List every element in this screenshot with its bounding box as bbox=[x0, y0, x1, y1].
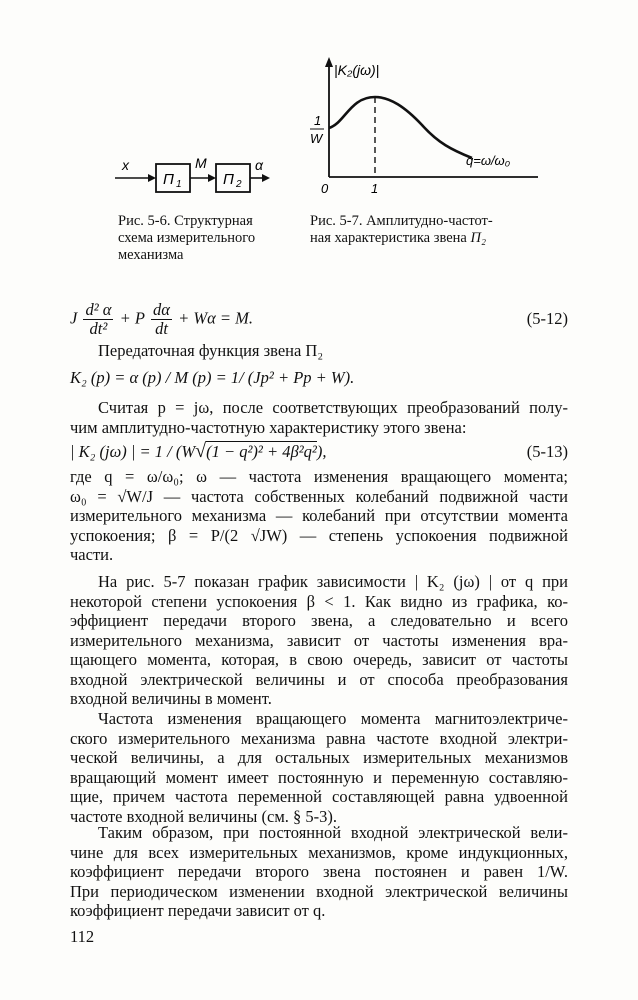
text-line: чине для всех измерительных механизмов, кроме индукционных, bbox=[70, 842, 568, 862]
text-line: входной величины в момент. bbox=[70, 689, 272, 708]
y-axis-label: |K₂(jω)| bbox=[334, 62, 380, 78]
text-line: щающего момента, которая, в свою очередь, зависит от частоты bbox=[70, 650, 568, 669]
text-line: некоторой степени успокоения β < 1. Как видно из графика, ко- bbox=[70, 591, 568, 611]
text-line: ского измерительного механизма равна частоте входной электри- bbox=[70, 728, 568, 748]
text-line: ческой величины, а для остальных измерительных механизмов bbox=[70, 748, 568, 767]
x-tick-one: 1 bbox=[371, 181, 379, 196]
text-line: Частота изменения вращающего момента магнитоэлектриче- bbox=[98, 709, 568, 728]
text-line: На рис. 5-7 показан график зависимости | K₂ (jω) | от q при bbox=[98, 572, 568, 591]
paragraph-4 bbox=[70, 709, 568, 826]
text-line: измерительного механизма, зависит от частоты изменения вра- bbox=[70, 630, 568, 650]
block1-label: П bbox=[163, 171, 174, 188]
text-line: части. bbox=[70, 545, 114, 564]
output-label: α bbox=[255, 157, 263, 173]
one-over-w-denominator: W bbox=[310, 131, 323, 146]
fig57-caption-line: ная характеристика звена П₂ bbox=[310, 230, 486, 246]
text-line: эффициент передачи второго звена, а следовательно и всего bbox=[70, 611, 568, 630]
equation-5-13: | K₂ (jω) | = 1 / (W√(1 − q²)² + 4β²q²), (5-13) bbox=[70, 440, 568, 462]
page-number: 112 bbox=[70, 927, 95, 946]
fraction-da-dt: $\frac{d\alpha}{dt}$ bbox=[153, 300, 170, 338]
block1-sub: 1 bbox=[176, 179, 182, 190]
text-line: Считая p = jω, после соответствующих преобразований полу- bbox=[98, 398, 568, 417]
text-line: входной электрической величины и от способа преобразования bbox=[70, 669, 568, 689]
structural-diagram bbox=[110, 150, 280, 200]
response-curve bbox=[329, 97, 472, 158]
text-line: где q = ω/ω₀; ω — частота изменения вращающего момента; bbox=[70, 467, 568, 486]
text-line: коэффициент передачи зависит от q. bbox=[70, 901, 326, 920]
text-line: При периодическом изменении входной электрической величины bbox=[70, 881, 568, 901]
paragraph-5 bbox=[70, 823, 568, 921]
transfer-function-heading: Передаточная функция звена П₂ bbox=[98, 341, 324, 360]
paragraph-2 bbox=[70, 467, 568, 565]
text-line: щие, причем частота переменной составляющей равна удвоенной bbox=[70, 787, 568, 806]
paragraph-1 bbox=[70, 398, 568, 437]
block2-label: П bbox=[223, 171, 234, 188]
block2-sub: 2 bbox=[236, 179, 242, 190]
mid-label: M bbox=[195, 155, 207, 171]
text-line: измерительного механизма — колебаний при отсутствии момента bbox=[70, 506, 568, 525]
equation-number: (5-12) bbox=[526, 309, 568, 328]
origin-label: 0 bbox=[321, 181, 329, 196]
fraction-d2a-dt2: $\frac{\text{d² α}}{\text{dt²}}$ bbox=[85, 300, 112, 338]
transfer-function-equation: K₂ (p) = α (p) / M (p) = 1/ (Jp² + Pp + W). bbox=[70, 368, 355, 387]
fig56-caption-line: Рис. 5-6. Структурная bbox=[118, 213, 253, 229]
paragraph-3 bbox=[70, 572, 568, 709]
text-line: частоте входной величины (см. § 5-3). bbox=[70, 806, 337, 826]
text-line: коэффициент передачи второго звена постоянен и равен 1/W. bbox=[70, 862, 568, 881]
equation-number: (5-13) bbox=[526, 442, 568, 461]
fig56-caption bbox=[118, 213, 283, 264]
one-over-w-numerator: 1 bbox=[314, 113, 322, 128]
fig57-caption bbox=[310, 213, 525, 247]
text-line: чим амплитудно-частотную характеристику этого звена: bbox=[70, 417, 467, 437]
fig56-caption-line: схема измерительного bbox=[118, 230, 256, 246]
fig56-caption-line: механизма bbox=[118, 247, 184, 263]
curve-label: q=ω/ω₀ bbox=[466, 153, 511, 168]
text-line: успокоения; β = P/(2 √JW) — степень успокоения подвижной bbox=[70, 525, 568, 545]
text-line: ω₀ = √W/J — частота собственных колебаний подвижной части bbox=[70, 486, 568, 506]
amplitude-frequency-plot bbox=[300, 55, 550, 200]
equation-5-12: J $\frac{\text{d² α}}{\text{dt²}}$ + P $\frac{d\alpha}{dt}$ + Wα = M. (5-12) bbox=[70, 300, 568, 338]
fig57-caption-line: Рис. 5-7. Амплитудно-частот- bbox=[310, 213, 493, 229]
text-line: Таким образом, при постоянной входной электрической вели- bbox=[98, 823, 568, 842]
input-label: x bbox=[122, 157, 129, 173]
text-line: вращающий момент имеет постоянную и переменную составляю- bbox=[70, 767, 568, 787]
